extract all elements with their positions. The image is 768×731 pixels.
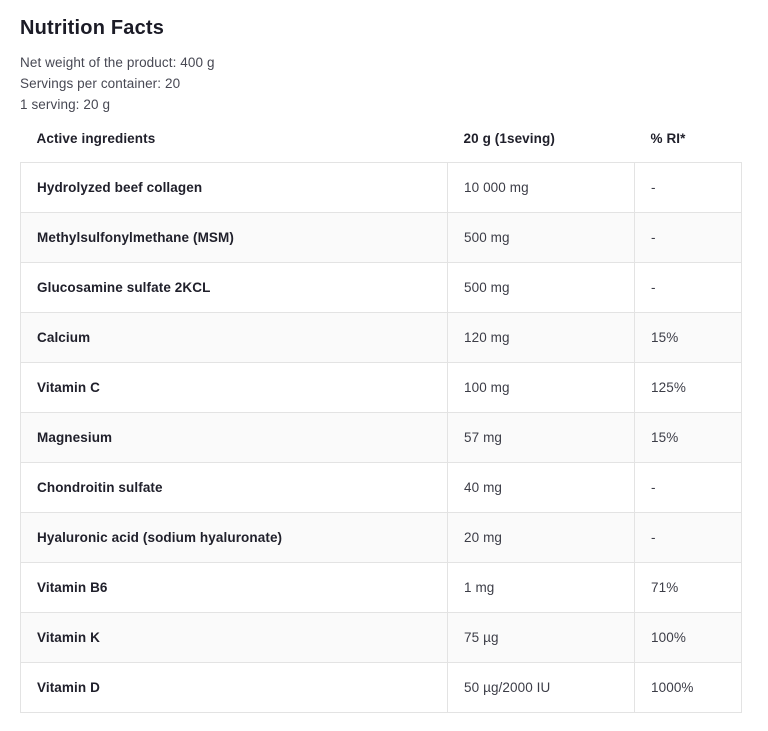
ri-cell: 15% — [635, 312, 742, 362]
ri-cell: 15% — [635, 412, 742, 462]
ingredient-name-cell: Glucosamine sulfate 2KCL — [21, 262, 448, 312]
net-weight-line: Net weight of the product: 400 g — [20, 55, 215, 70]
ri-cell: - — [635, 512, 742, 562]
table-row — [21, 612, 742, 662]
ingredient-name-cell: Vitamin C — [21, 362, 448, 412]
ingredient-name-cell: Magnesium — [21, 412, 448, 462]
amount-cell: 500 mg — [448, 262, 635, 312]
table-row — [21, 412, 742, 462]
ingredient-name-cell: Hyaluronic acid (sodium hyaluronate) — [21, 512, 448, 562]
header-per-serving: 20 g (1seving) — [448, 115, 635, 162]
amount-cell: 75 µg — [448, 612, 635, 662]
amount-cell: 120 mg — [448, 312, 635, 362]
amount-cell: 40 mg — [448, 462, 635, 512]
serving-size-line: 1 serving: 20 g — [20, 97, 111, 112]
ingredient-name-cell: Vitamin K — [21, 612, 448, 662]
ri-cell: - — [635, 462, 742, 512]
ri-cell: - — [635, 212, 742, 262]
table-row — [21, 662, 742, 712]
ri-cell: 1000% — [635, 662, 742, 712]
ingredient-name-cell: Vitamin B6 — [21, 562, 448, 612]
amount-cell: 500 mg — [448, 212, 635, 262]
product-meta — [20, 52, 768, 115]
servings-per-container-line: Servings per container: 20 — [20, 76, 181, 91]
ri-cell: - — [635, 162, 742, 212]
table-row — [21, 162, 742, 212]
header-ri-percent: % RI* — [635, 115, 742, 162]
table-row — [21, 562, 742, 612]
table-row — [21, 262, 742, 312]
amount-cell: 1 mg — [448, 562, 635, 612]
ingredient-name-cell: Chondroitin sulfate — [21, 462, 448, 512]
table-row — [21, 362, 742, 412]
amount-cell: 50 µg/2000 IU — [448, 662, 635, 712]
table-row — [21, 512, 742, 562]
ingredient-name-cell: Calcium — [21, 312, 448, 362]
amount-cell: 20 mg — [448, 512, 635, 562]
ingredient-name-cell: Vitamin D — [21, 662, 448, 712]
page-title: Nutrition Facts — [20, 17, 165, 39]
ingredient-name-cell: Methylsulfonylmethane (MSM) — [21, 212, 448, 262]
ri-cell: 100% — [635, 612, 742, 662]
amount-cell: 10 000 mg — [448, 162, 635, 212]
ingredient-name-cell: Hydrolyzed beef collagen — [21, 162, 448, 212]
header-active-ingredients: Active ingredients — [21, 115, 448, 162]
ri-cell: - — [635, 262, 742, 312]
ri-cell: 125% — [635, 362, 742, 412]
table-row — [21, 212, 742, 262]
ri-cell: 71% — [635, 562, 742, 612]
table-header-row — [21, 115, 742, 162]
table-row — [21, 462, 742, 512]
nutrition-table — [20, 115, 742, 713]
table-row — [21, 312, 742, 362]
amount-cell: 57 mg — [448, 412, 635, 462]
amount-cell: 100 mg — [448, 362, 635, 412]
